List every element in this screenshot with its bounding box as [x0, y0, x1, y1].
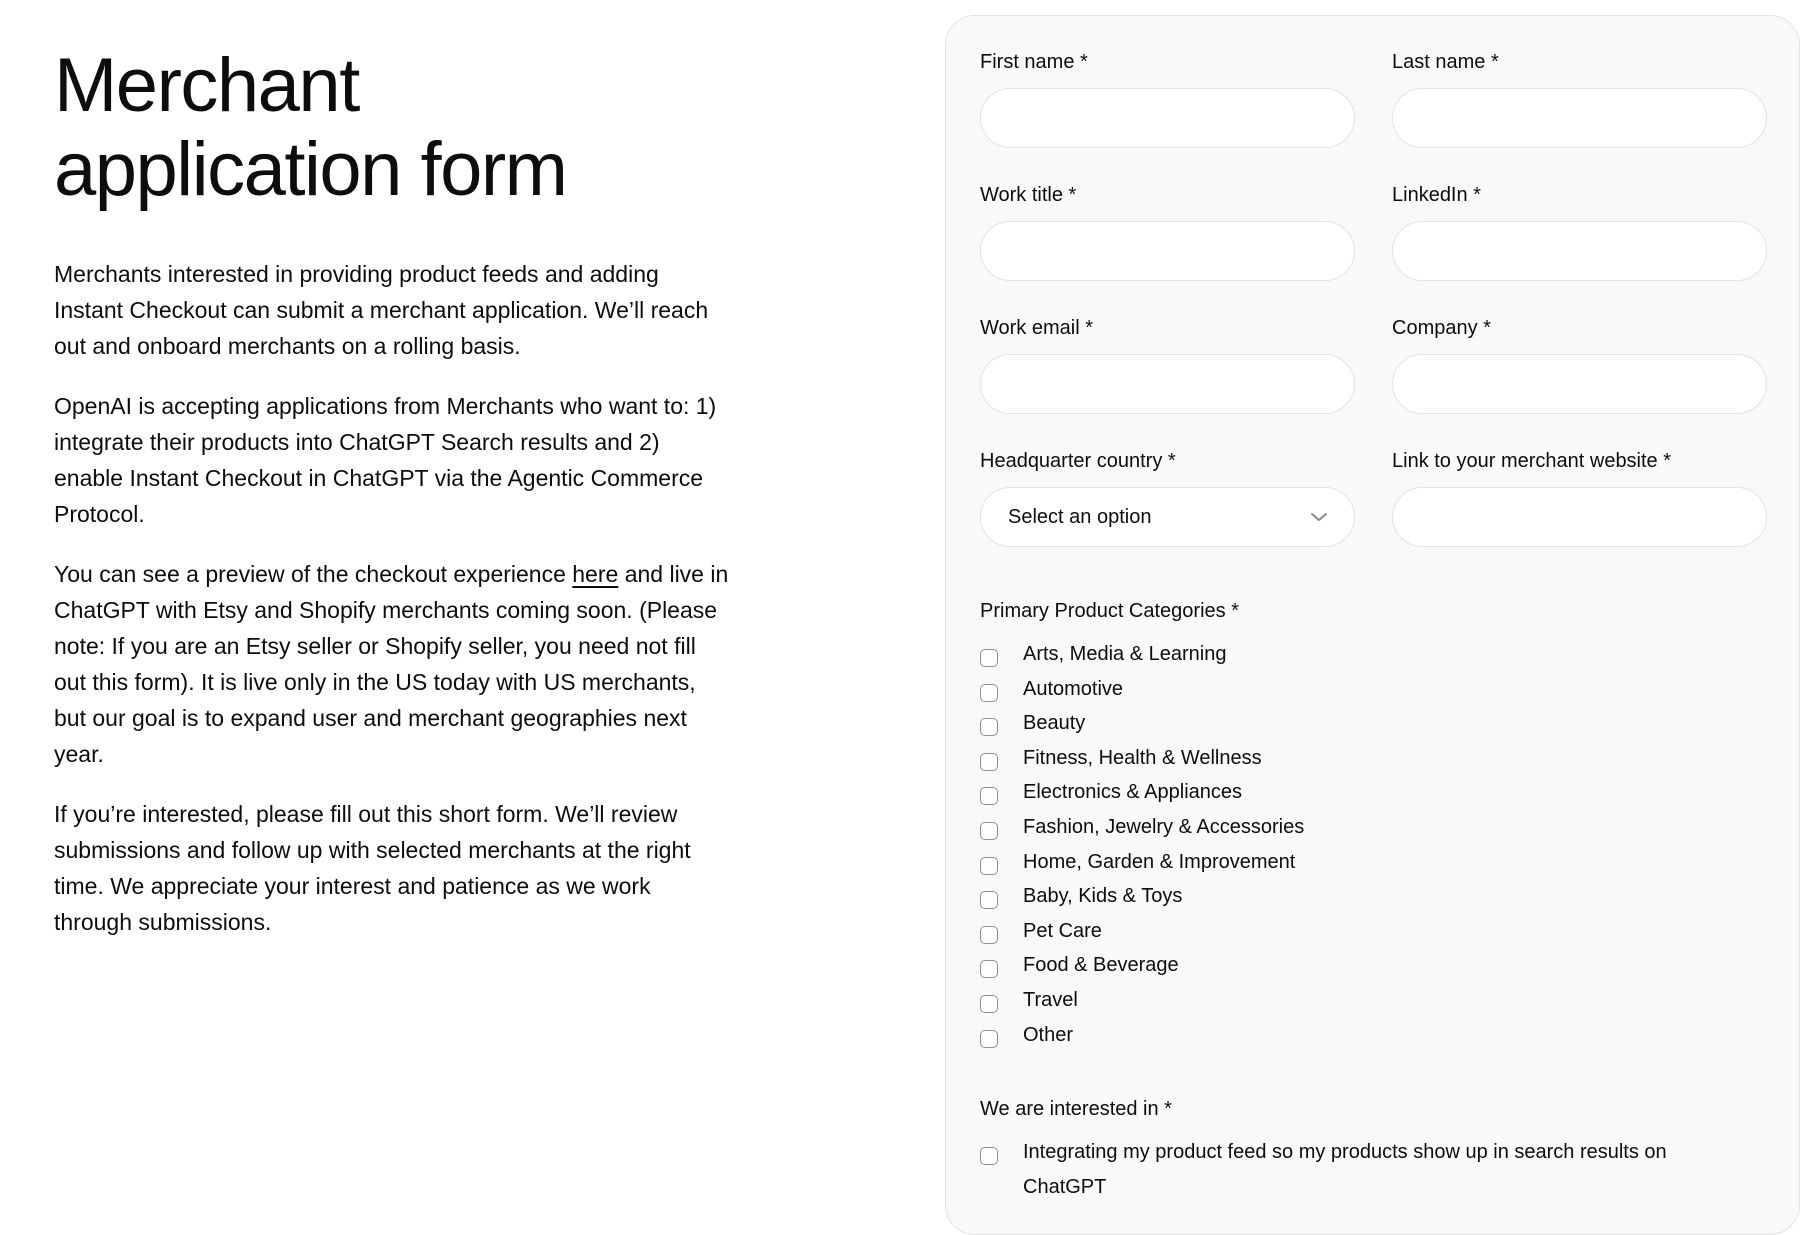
- company-input[interactable]: [1392, 354, 1767, 414]
- first-name-field: [980, 50, 1355, 148]
- page-title: [54, 44, 734, 212]
- category-checkbox[interactable]: [980, 960, 998, 978]
- category-option-label: Fitness, Health & Wellness: [1023, 746, 1262, 769]
- hq-country-select[interactable]: [980, 487, 1355, 547]
- work-email-input[interactable]: [980, 354, 1355, 414]
- intro-section: [54, 44, 734, 964]
- last-name-field: [1392, 50, 1767, 148]
- title-line-1: Merchant: [54, 43, 359, 128]
- category-checkbox[interactable]: [980, 995, 998, 1013]
- chevron-down-icon: [1310, 511, 1328, 523]
- interests-group: [980, 1097, 1770, 1204]
- hq-country-field: [980, 449, 1355, 547]
- company-label: Company *: [1392, 317, 1491, 339]
- intro-paragraph-4: If you’re interested, please fill out this short form. We’ll review submissions and follow up with selected merchants at the right time. We appreciate your interest and patience as we work through submissions.: [54, 801, 691, 935]
- form-fields-grid: [980, 50, 1767, 547]
- work-title-field: [980, 183, 1355, 281]
- category-checkbox[interactable]: [980, 684, 998, 702]
- website-field: [1392, 449, 1767, 547]
- last-name-input[interactable]: [1392, 88, 1767, 148]
- category-checkbox[interactable]: [980, 718, 998, 736]
- category-option-label: Baby, Kids & Toys: [1023, 885, 1183, 908]
- category-checkbox[interactable]: [980, 822, 998, 840]
- interests-list: [980, 1141, 1770, 1204]
- category-checkbox[interactable]: [980, 926, 998, 944]
- category-option-label: Beauty: [1023, 712, 1086, 735]
- preview-here-link[interactable]: here: [572, 561, 619, 587]
- category-option[interactable]: [980, 1024, 1770, 1059]
- last-name-label: Last name *: [1392, 51, 1499, 73]
- website-input[interactable]: [1392, 487, 1767, 547]
- categories-list: [980, 643, 1770, 1058]
- intro-paragraph-2: OpenAI is accepting applications from Merchants who want to: 1) integrate their products into ChatGPT Search results and 2) enable Instant Checkout in ChatGPT via the Agentic Commerce Protocol.: [54, 393, 717, 527]
- company-field: [1392, 316, 1767, 414]
- category-checkbox[interactable]: [980, 753, 998, 771]
- category-option-label: Pet Care: [1023, 919, 1102, 942]
- linkedin-label: LinkedIn *: [1392, 184, 1481, 206]
- title-line-2: application form: [54, 127, 567, 212]
- category-checkbox[interactable]: [980, 649, 998, 667]
- p3-text-after: and live in ChatGPT with Etsy and Shopify merchants coming soon. (Please note: If you are an Etsy seller or Shopify seller, you need not fill out this form). It is live only in the US today with US merchants, but our goal is to expand user and merchant geographies next year.: [54, 561, 729, 767]
- application-form-card: [945, 15, 1800, 1235]
- category-option-label: Food & Beverage: [1023, 954, 1179, 977]
- category-option[interactable]: [980, 954, 1770, 989]
- category-option-label: Electronics & Appliances: [1023, 781, 1243, 804]
- interests-label: We are interested in *: [980, 1098, 1172, 1120]
- p3-text-before: You can see a preview of the checkout experience: [54, 561, 573, 587]
- interest-option[interactable]: [980, 1141, 1770, 1204]
- website-label: Link to your merchant website *: [1392, 450, 1672, 472]
- first-name-input[interactable]: [980, 88, 1355, 148]
- category-option-label: Travel: [1023, 988, 1078, 1011]
- work-email-label: Work email *: [980, 317, 1093, 339]
- linkedin-input[interactable]: [1392, 221, 1767, 281]
- category-checkbox[interactable]: [980, 1030, 998, 1048]
- linkedin-field: [1392, 183, 1767, 281]
- category-checkbox[interactable]: [980, 787, 998, 805]
- intro-paragraph-3: [54, 556, 734, 772]
- work-title-label: Work title *: [980, 184, 1077, 206]
- categories-group: [980, 599, 1770, 1058]
- first-name-label: First name *: [980, 51, 1088, 73]
- category-option[interactable]: [980, 989, 1770, 1024]
- category-checkbox[interactable]: [980, 891, 998, 909]
- hq-country-selected-value: Select an option: [1008, 505, 1152, 528]
- hq-country-label: Headquarter country *: [980, 450, 1176, 472]
- category-checkbox[interactable]: [980, 857, 998, 875]
- category-option[interactable]: [980, 678, 1770, 713]
- category-option-label: Fashion, Jewelry & Accessories: [1023, 815, 1305, 838]
- category-option-label: Other: [1023, 1023, 1074, 1046]
- work-title-input[interactable]: [980, 221, 1355, 281]
- categories-label: Primary Product Categories *: [980, 600, 1239, 622]
- interest-option-label: Integrating my product feed so my products show up in search results on ChatGPT: [1023, 1141, 1667, 1198]
- intro-paragraph-1: Merchants interested in providing product feeds and adding Instant Checkout can submit a merchant application. We’ll reach out and onboard merchants on a rolling basis.: [54, 261, 709, 359]
- category-option-label: Automotive: [1023, 677, 1124, 700]
- category-option-label: Arts, Media & Learning: [1023, 643, 1227, 665]
- work-email-field: [980, 316, 1355, 414]
- category-option-label: Home, Garden & Improvement: [1023, 850, 1296, 873]
- interest-checkbox[interactable]: [980, 1147, 998, 1165]
